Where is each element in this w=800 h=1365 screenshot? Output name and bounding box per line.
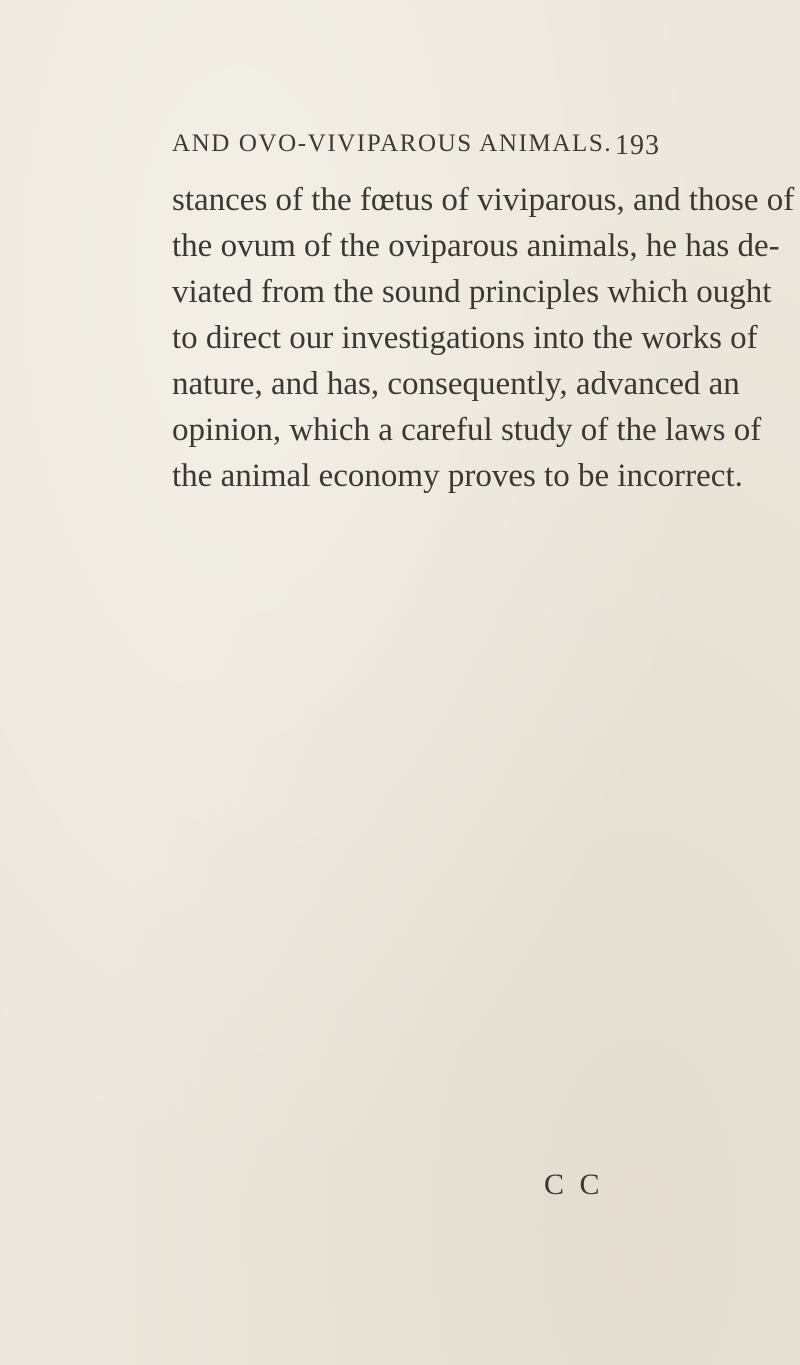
text-line: to direct our investigations into the works of <box>172 320 758 356</box>
text-line: nature, and has, consequently, advanced an <box>172 366 740 402</box>
text-line: opinion, which a careful study of the laws of <box>172 412 762 448</box>
text-line: the animal economy proves to be incorrect. <box>172 458 743 494</box>
text-line: viated from the sound principles which ought <box>172 274 772 310</box>
text-line: stances of the fœtus of viviparous, and those of <box>172 182 795 218</box>
signature-mark: C C <box>544 1168 604 1201</box>
running-head-title: AND OVO-VIVIPAROUS ANIMALS. <box>172 130 613 157</box>
running-head <box>172 130 660 170</box>
text-line: the ovum of the oviparous animals, he has de- <box>172 228 780 264</box>
page-number: 193 <box>615 130 660 161</box>
